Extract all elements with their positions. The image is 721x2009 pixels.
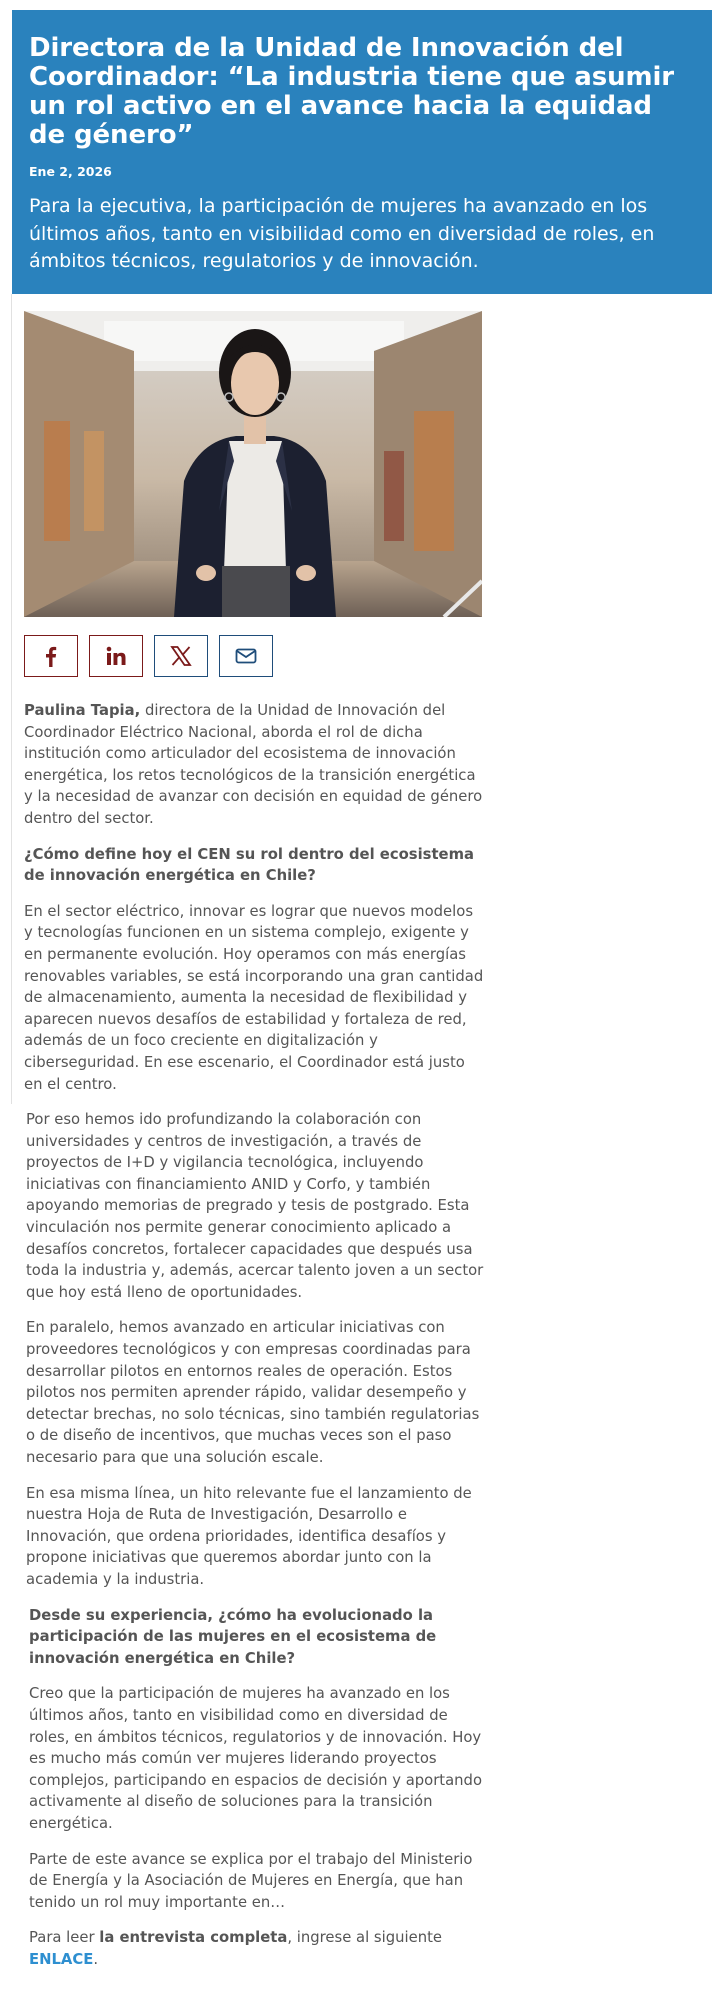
email-icon bbox=[234, 646, 258, 666]
content-divider bbox=[11, 294, 12, 1104]
facebook-icon bbox=[41, 645, 61, 667]
article-photo bbox=[24, 311, 482, 617]
share-x-button[interactable] bbox=[154, 635, 208, 677]
cta-mid: , ingrese al siguiente bbox=[287, 1929, 442, 1947]
answer-2-paragraph-2: Parte de este avance se explica por el trabajo del Ministerio de Energía y la Asociación de Mujeres en Energía, que han tenido un rol muy importante en… bbox=[29, 1850, 473, 1911]
article-lead: Para la ejecutiva, la participación de mujeres ha avanzado en los últimos años, tanto en visibilidad como en diversidad de roles, en ámbitos técnicos, regulatorios y de innovación. bbox=[29, 195, 655, 272]
answer-1-paragraph-1: En el sector eléctrico, innovar es lograr que nuevos modelos y tecnologías funcionen en un sistema complejo, exigente y en permanente evolución. Hoy operamos con más energías renovables variables, se está incorporando una gran cantidad de almacenamiento, aumenta la necesidad de flexibilidad y aparecen nuevos desafíos de estabilidad y fortaleza de red, además de un foco creciente en digitalización y ciberseguridad. En ese escenario, el Coordinador está justo en el centro. bbox=[24, 902, 484, 1093]
cta-prefix: Para leer bbox=[29, 1929, 100, 1947]
answer-2-paragraph-1: Creo que la participación de mujeres ha avanzado en los últimos años, tanto en visibilidad como en diversidad de roles, en ámbitos técnicos, regulatorios y de innovación. Hoy es mucho más común ver mujeres liderando proyectos complejos, participando en espacios de decisión y aportando activamente al diseño de soluciones para la transición energética. bbox=[29, 1685, 482, 1832]
article-title: Directora de la Unidad de Innovación del Coordinador: “La industria tiene que asumir un rol activo en el avance hacia la equidad de género” bbox=[29, 33, 675, 150]
share-email-button[interactable] bbox=[219, 635, 273, 677]
article-body bbox=[24, 700, 484, 1984]
share-bar bbox=[24, 635, 284, 677]
answer-1-paragraph-4: En esa misma línea, un hito relevante fue el lanzamiento de nuestra Hoja de Ruta de Investigación, Desarrollo e Innovación, que ordena prioridades, identifica desafíos y propone iniciativas que queremos abordar junto con la academia y la industria. bbox=[26, 1484, 472, 1588]
publish-date: Ene 2, 2026 bbox=[29, 164, 112, 179]
full-interview-link[interactable]: ENLACE bbox=[29, 1950, 94, 1968]
article-intro bbox=[24, 700, 484, 830]
cta-bold: la entrevista completa bbox=[99, 1929, 288, 1947]
intro-text: directora de la Unidad de Innovación del Coordinador Eléctrico Nacional, aborda el rol de dicha institución como articulador del ecosistema de innovación energética, los retos tecnológicos de la transición energética y la necesidad de avanzar con decisión en equidad de género dentro del sector. bbox=[24, 702, 483, 827]
question-1: ¿Cómo define hoy el CEN su rol dentro del ecosistema de innovación energética en Chile? bbox=[24, 845, 474, 885]
question-2: Desde su experiencia, ¿cómo ha evolucionado la participación de las mujeres en el ecosistema de innovación energética en Chile? bbox=[29, 1606, 437, 1667]
share-linkedin-button[interactable] bbox=[89, 635, 143, 677]
answer-1-paragraph-3: En paralelo, hemos avanzado en articular iniciativas con proveedores tecnológicos y con empresas coordinadas para desarrollar pilotos en entornos reales de operación. Estos pilotos nos permiten aprender rápido, validar desempeño y detectar brechas, no solo técnicas, sino también regulatorias o de diseño de incentivos, que muchas veces son el paso necesario para que una solución escale. bbox=[26, 1319, 480, 1466]
read-more-callout bbox=[24, 1927, 484, 1970]
interviewee-name: Paulina Tapia, bbox=[24, 702, 141, 719]
share-facebook-button[interactable] bbox=[24, 635, 78, 677]
answer-1-paragraph-2: Por eso hemos ido profundizando la colaboración con universidades y centros de investigación, a través de proyectos de I+D y vigilancia tecnológica, incluyendo iniciativas con financiamiento ANID y Corfo, y también apoyando memorias de pregrado y tesis de postgrado. Esta vinculación nos permite generar conocimiento aplicado a desafíos concretos, fortalecer capacidades que después usa toda la industria y, además, acercar talento joven a un sector que hoy está lleno de oportunidades. bbox=[26, 1111, 484, 1301]
cta-end: . bbox=[93, 1950, 99, 1968]
article-header bbox=[12, 10, 712, 294]
x-icon bbox=[170, 645, 192, 667]
linkedin-icon bbox=[105, 645, 127, 667]
